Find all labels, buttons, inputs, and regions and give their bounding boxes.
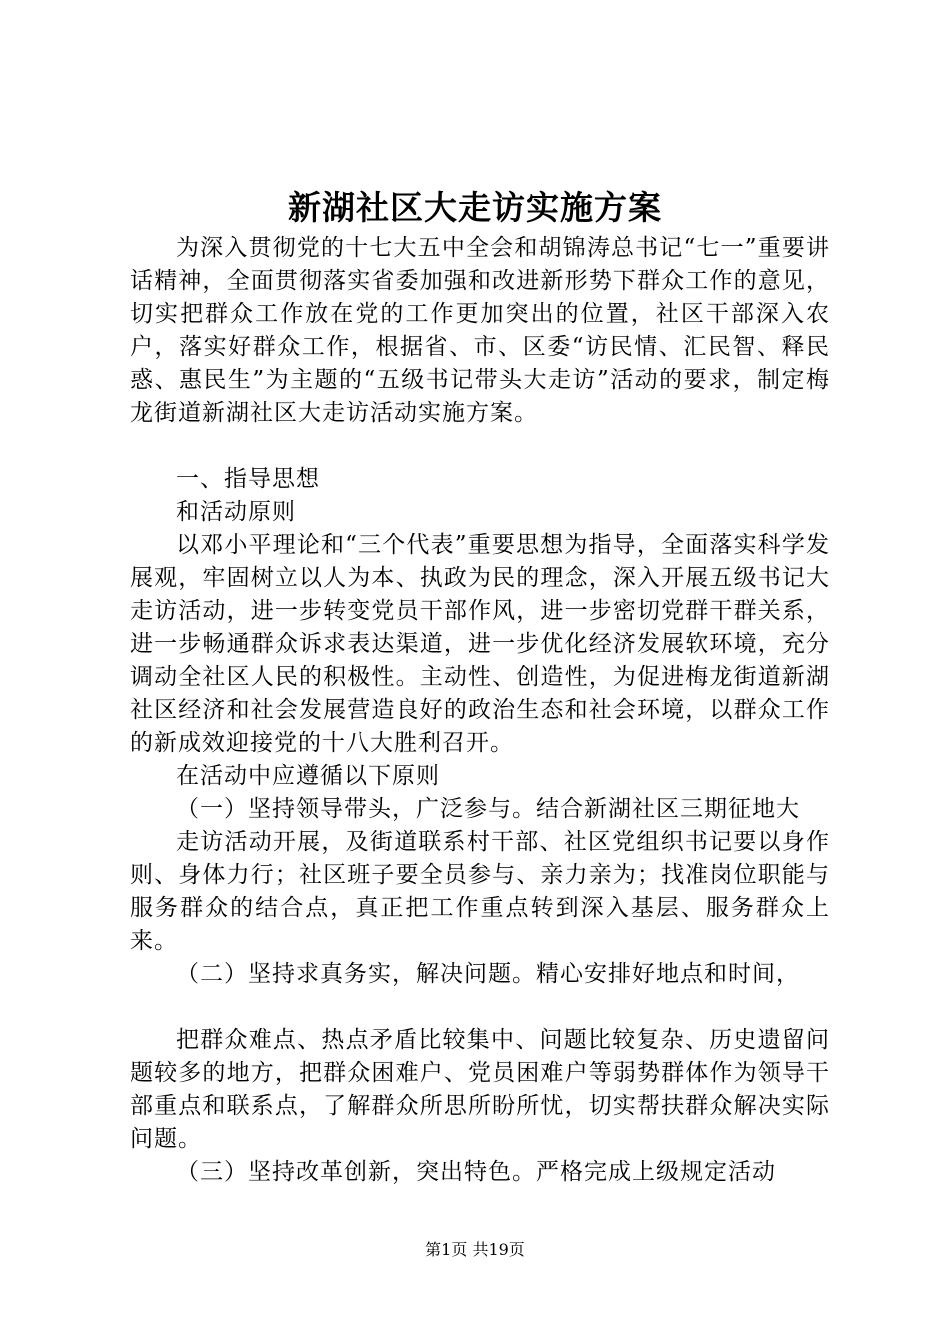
principle-2-heading: （二）坚持求真务实，解决问题。精心安排好地点和时间， <box>176 961 800 987</box>
principle-1-body: 走访活动开展，及街道联系村干部、社区党组织书记要以身作则、身体力行；社区班子要全员参与、亲力亲为；找准岗位职能与服务群众的结合点，真正把工作重点转到深入基层、服务群众上来。 <box>130 829 830 954</box>
section-heading-principles: 和活动原则 <box>176 499 296 525</box>
paragraph-principles-intro: 在活动中应遵循以下原则 <box>176 763 440 789</box>
paragraph-guiding-thought: 以邓小平理论和“三个代表”重要思想为指导，全面落实科学发展观，牢固树立以人为本、执政为民的理念，深入开展五级书记大走访活动，进一步转变党员干部作风，进一步密切党群干群关系，进一步畅通群众诉求表达渠道，进一步优化经济发展软环境，充分调动全社区人民的积极性。主动性、创造性，为促进梅龙街道新湖社区经济和社会发展营造良好的政治生态和社会环境，以群众工作的新成效迎接党的十八大胜利召开。 <box>130 532 830 756</box>
page-number: 第1页 共19页 <box>425 1240 525 1259</box>
paragraph-intro: 为深入贯彻党的十七大五中全会和胡锦涛总书记“七一”重要讲话精神，全面贯彻落实省委加强和改进新形势下群众工作的意见，切实把群众工作放在党的工作更加突出的位置，社区干部深入农户，落实好群众工作，根据省、市、区委“访民情、汇民智、释民惑、惠民生”为主题的“五级书记带头大走访”活动的要求，制定梅龙街道新湖社区大走访活动实施方案。 <box>130 235 830 426</box>
document-body <box>130 232 830 1189</box>
principle-1-heading: （一）坚持领导带头，广泛参与。结合新湖社区三期征地大 <box>176 796 800 822</box>
section-heading-guiding-thought: 一、指导思想 <box>176 466 320 492</box>
principle-3-heading: （三）坚持改革创新，突出特色。严格完成上级规定活动 <box>176 1159 776 1185</box>
document-title: 新湖社区大走访实施方案 <box>288 188 662 227</box>
paragraph-gap <box>130 430 830 463</box>
principle-2-body: 把群众难点、热点矛盾比较集中、问题比较复杂、历史遗留问题较多的地方，把群众困难户、党员困难户等弱势群体作为领导干部重点和联系点，了解群众所思所盼所忧，切实帮扶群众解决实际问题。 <box>130 1027 830 1152</box>
paragraph-gap <box>130 991 830 1024</box>
